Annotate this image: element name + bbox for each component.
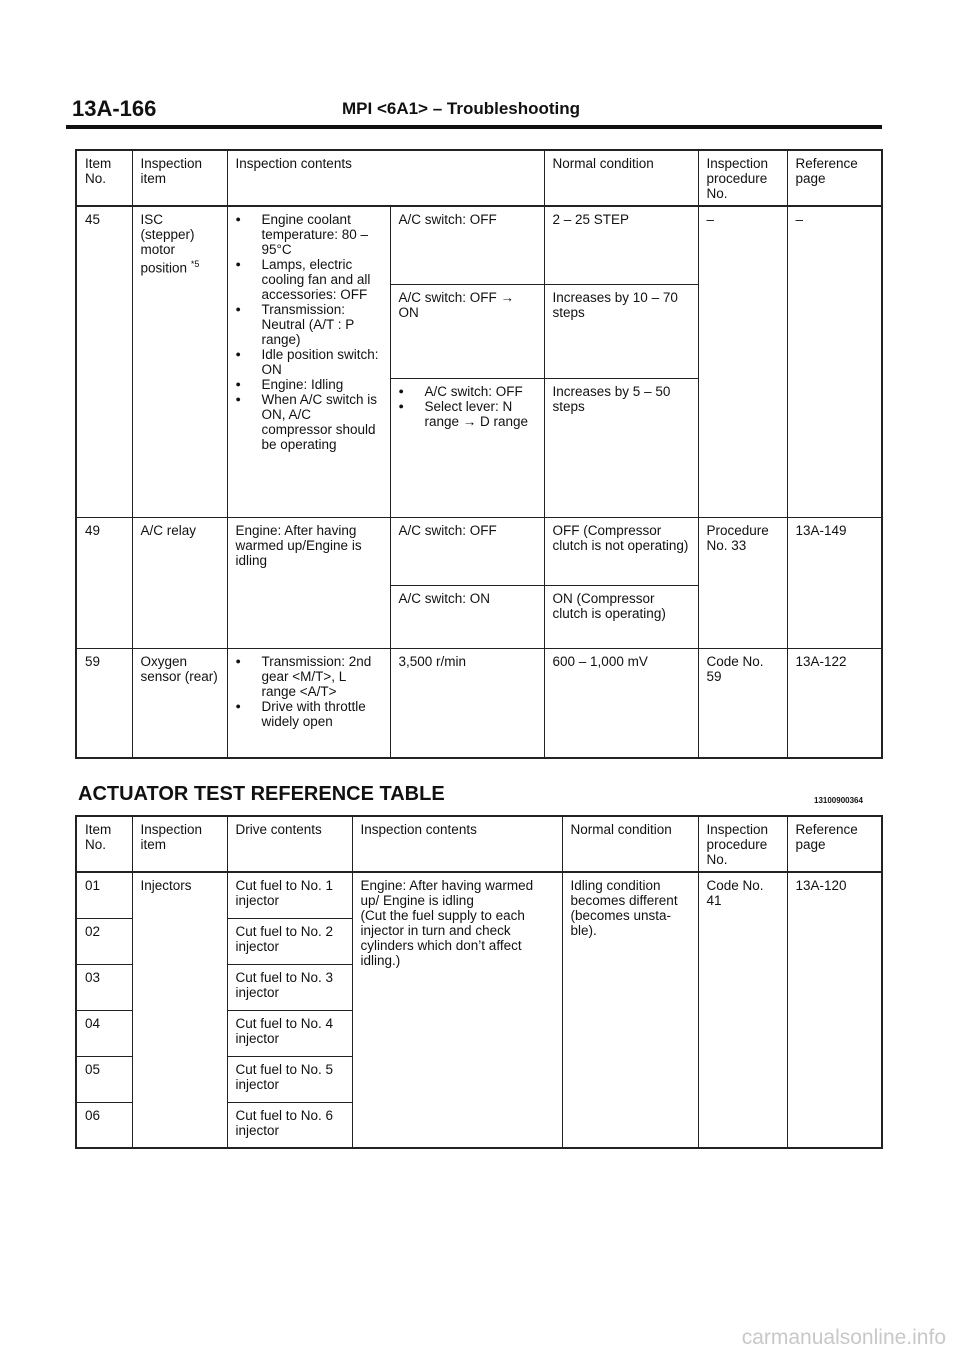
row49-sub2-normal: ON (Compressor clutch is operating) bbox=[544, 585, 698, 648]
injector-drive: Cut fuel to No. 6 injector bbox=[227, 1102, 352, 1148]
injectors-procedure: Code No. 41 bbox=[698, 872, 787, 1148]
page-header bbox=[66, 96, 882, 126]
header-normal-condition: Normal condition bbox=[544, 150, 698, 206]
injector-item-no: 01 bbox=[76, 872, 132, 918]
row45-reference: – bbox=[787, 206, 882, 517]
watermark: carmanualsonline.info bbox=[741, 1326, 946, 1349]
row45-sub3-normal: Increases by 5 – 50 steps bbox=[544, 378, 698, 517]
row45-sub1-normal: 2 – 25 STEP bbox=[544, 206, 698, 284]
section-title: ACTUATOR TEST REFERENCE TABLE bbox=[78, 783, 445, 805]
row45-inspection-item: ISC (stepper) motor position $^{*5}$ bbox=[132, 206, 227, 517]
row49-condition: Engine: After having warmed up/Engine is idling bbox=[227, 517, 390, 648]
injector-drive: Cut fuel to No. 3 injector bbox=[227, 964, 352, 1010]
row45-sub1-contents: A/C switch: OFF bbox=[390, 206, 544, 284]
injectors-inspection-contents bbox=[352, 872, 562, 1148]
injectors-inspection-item: Injectors bbox=[132, 872, 227, 1148]
header-inspection-contents: Inspection contents bbox=[352, 816, 562, 872]
injector-drive: Cut fuel to No. 2 injector bbox=[227, 918, 352, 964]
row49-sub1-contents: A/C switch: OFF bbox=[390, 517, 544, 585]
row49-item: 49 bbox=[76, 517, 132, 648]
header-inspection-item: Inspection item bbox=[132, 150, 227, 206]
row59-procedure: Code No. 59 bbox=[698, 648, 787, 758]
header-reference: Reference page bbox=[787, 816, 882, 872]
condition-item: ● Lamps, electric cooling fan and all accessories: OFF bbox=[236, 257, 382, 302]
header-normal-condition: Normal condition bbox=[562, 816, 698, 872]
contents-item: ● Select lever: N range → D range bbox=[399, 399, 536, 429]
row59-item: 59 bbox=[76, 648, 132, 758]
header-rule bbox=[66, 125, 882, 129]
injector-item-no: 05 bbox=[76, 1056, 132, 1102]
document-code: 13100900364 bbox=[814, 796, 863, 805]
row45-sub3-contents bbox=[390, 378, 544, 517]
injectors-normal: Idling condition becomes different (becomes unsta-ble). bbox=[562, 872, 698, 1148]
row45-sub2-normal: Increases by 10 – 70 steps bbox=[544, 284, 698, 378]
condition-item: ● Drive with throttle widely open bbox=[236, 699, 382, 729]
page-title: MPI <6A1> – Troubleshooting bbox=[342, 99, 581, 118]
row59-normal: 600 – 1,000 mV bbox=[544, 648, 698, 758]
row49-procedure: Procedure No. 33 bbox=[698, 517, 787, 648]
header-reference: Reference page bbox=[787, 150, 882, 206]
injector-item-no: 02 bbox=[76, 918, 132, 964]
condition-item: ● Idle position switch: ON bbox=[236, 347, 382, 377]
row49-reference: 13A-149 bbox=[787, 517, 882, 648]
injectors-reference: 13A-120 bbox=[787, 872, 882, 1148]
row45-conditions bbox=[227, 206, 390, 517]
header-inspection-item: Inspection item bbox=[132, 816, 227, 872]
troubleshooting-table bbox=[75, 149, 883, 759]
header-procedure: Inspection procedure No. bbox=[698, 150, 787, 206]
row49-sub1-normal: OFF (Compressor clutch is not operating) bbox=[544, 517, 698, 585]
inspection-contents-text: Engine: After having warmed up/ Engine is idling bbox=[360, 878, 534, 908]
row59-contents: 3,500 r/min bbox=[390, 648, 544, 758]
injector-drive: Cut fuel to No. 5 injector bbox=[227, 1056, 352, 1102]
condition-item: ● Engine coolant temperature: 80 – 95°C bbox=[236, 212, 382, 257]
row49-inspection-item: A/C relay bbox=[132, 517, 227, 648]
condition-item: ● Engine: Idling bbox=[236, 377, 382, 392]
injector-item-no: 03 bbox=[76, 964, 132, 1010]
row45-procedure: – bbox=[698, 206, 787, 517]
row59-inspection-item: Oxygen sensor (rear) bbox=[132, 648, 227, 758]
header-item-no: Item No. bbox=[76, 150, 132, 206]
row45-item: 45 bbox=[76, 206, 132, 517]
condition-item: ● Transmission: Neutral (A/T : P range) bbox=[236, 302, 382, 347]
condition-item: ● When A/C switch is ON, A/C compressor should be operating bbox=[236, 392, 382, 452]
condition-item: ● Transmission: 2nd gear <M/T>, L range <A/T> bbox=[236, 654, 382, 699]
actuator-test-table bbox=[75, 815, 883, 1149]
row59-reference: 13A-122 bbox=[787, 648, 882, 758]
header-drive-contents: Drive contents bbox=[227, 816, 352, 872]
header-inspection-contents: Inspection contents bbox=[227, 150, 544, 206]
injector-item-no: 04 bbox=[76, 1010, 132, 1056]
header-procedure: Inspection procedure No. bbox=[698, 816, 787, 872]
row49-sub2-contents: A/C switch: ON bbox=[390, 585, 544, 648]
injector-drive: Cut fuel to No. 4 injector bbox=[227, 1010, 352, 1056]
inspection-contents-note: (Cut the fuel supply to each injector in turn and check cylinders which don’t affect idling.) bbox=[360, 908, 525, 968]
injector-drive: Cut fuel to No. 1 injector bbox=[227, 872, 352, 918]
header-item-no: Item No. bbox=[76, 816, 132, 872]
injector-item-no: 06 bbox=[76, 1102, 132, 1148]
row45-sub2-contents: A/C switch: OFF → ON bbox=[390, 284, 544, 378]
contents-item: ● A/C switch: OFF bbox=[399, 384, 536, 399]
page-number: 13A-166 bbox=[72, 96, 157, 121]
row59-conditions bbox=[227, 648, 390, 758]
